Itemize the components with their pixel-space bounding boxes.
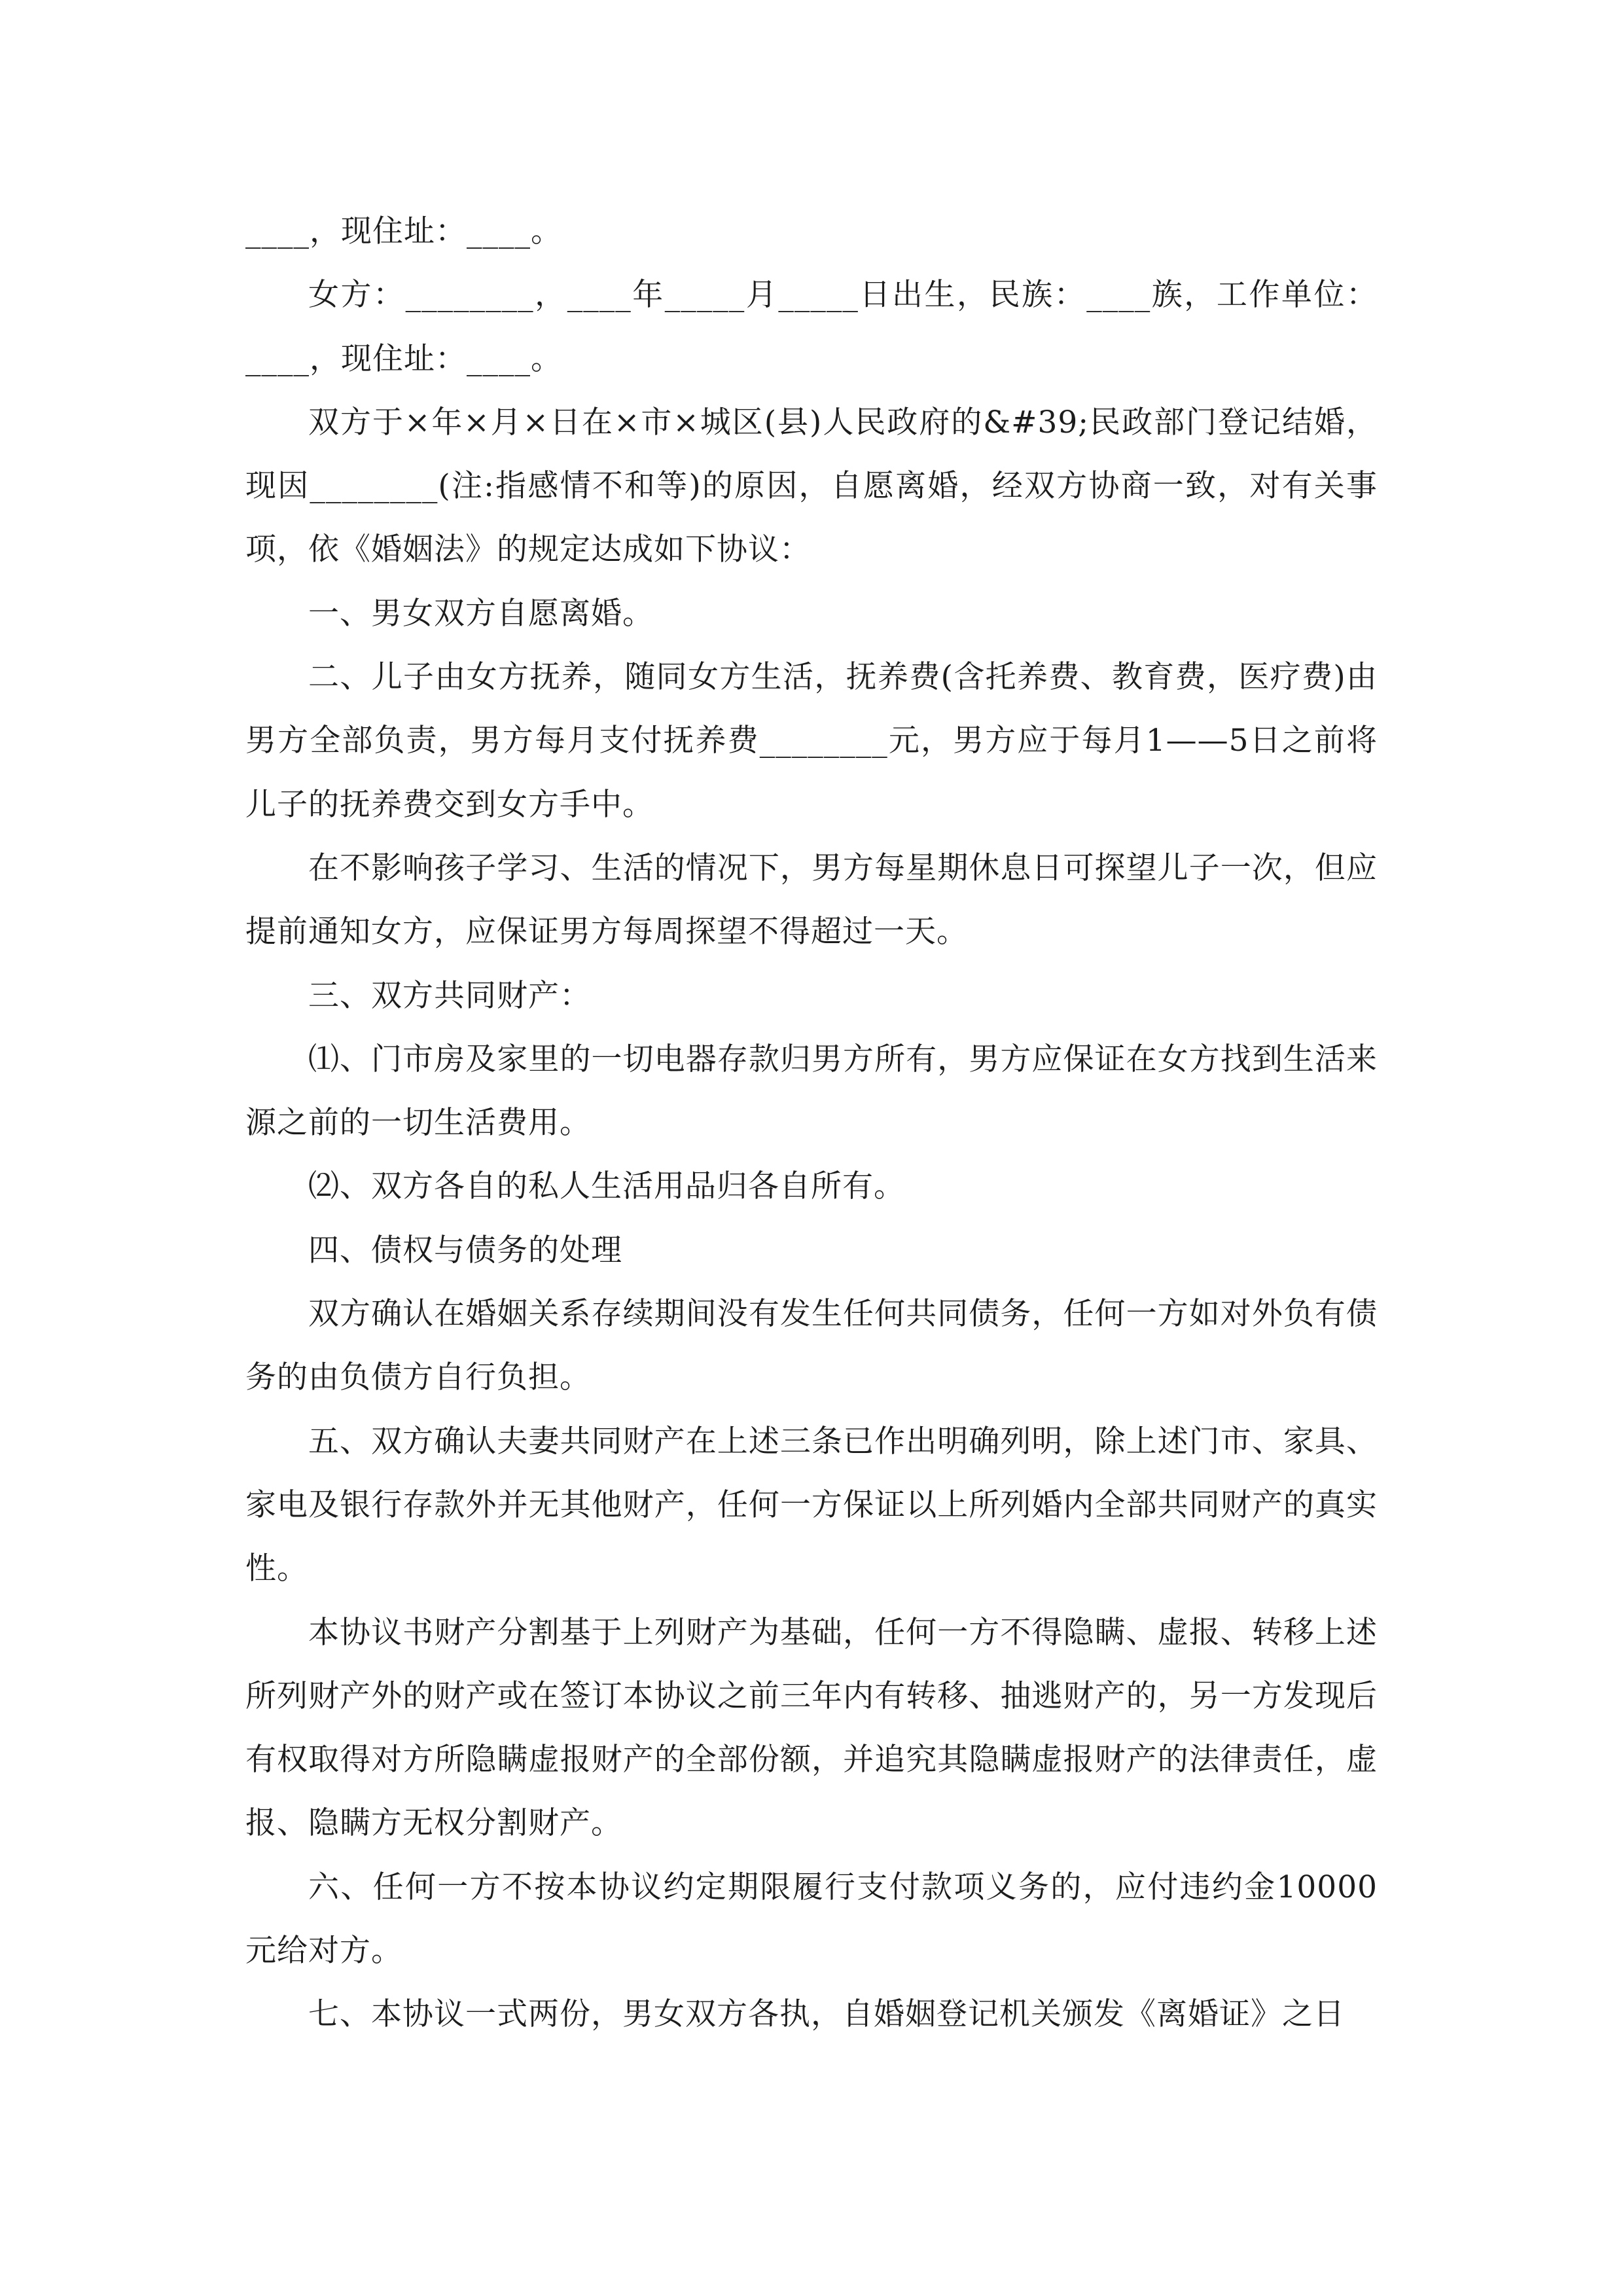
paragraph-marriage-background: 双方于×年×月×日在×市×城区(县)人民政府的&#39;民政部门登记结婚，现因________(注:指感情不和等)的原因，自愿离婚，经双方协商一致，对有关事项，依《婚姻法》的规定达成如下协议： xyxy=(245,404,1378,568)
paragraph-male-address-continuation: ____，现住址：____。 xyxy=(245,213,562,249)
clause-joint-property-heading: 三、双方共同财产： xyxy=(308,977,591,1014)
paragraph-female-party-info: 女方：________，____年_____月_____日出生，民族：____族，工作单位：____，现住址：____。 xyxy=(245,277,1378,377)
item-property-2: ⑵、双方各自的私人生活用品归各自所有。 xyxy=(308,1168,905,1205)
clause-voluntary-divorce: 一、男女双方自愿离婚。 xyxy=(308,595,654,632)
paragraph-concealment: 本协议书财产分割基于上列财产为基础，任何一方不得隐瞒、虚报、转移上述所列财产外的财产或在签订本协议之前三年内有转移、抽逃财产的，另一方发现后有权取得对方所隐瞒虚报财产的全部份额，并追究其隐瞒虚报财产的法律责任，虚报、隐瞒方无权分割财产。 xyxy=(245,1614,1378,1842)
clause-copies: 七、本协议一式两份，男女双方各执，自婚姻登记机关颁发《离婚证》之日 xyxy=(308,1996,1345,2033)
item-property-1: ⑴、门市房及家里的一切电器存款归男方所有，男方应保证在女方找到生活来源之前的一切生活费用。 xyxy=(245,1041,1378,1141)
clause-breach-penalty: 六、任何一方不按本协议约定期限履行支付款项义务的，应付违约金10000元给对方。 xyxy=(245,1869,1378,1969)
paragraph-debts: 双方确认在婚姻关系存续期间没有发生任何共同债务，任何一方如对外负有债务的由负债方自行负担。 xyxy=(245,1296,1378,1396)
clause-child-custody: 二、儿子由女方抚养，随同女方生活，抚养费(含托养费、教育费，医疗费)由男方全部负责，男方每月支付抚养费________元，男方应于每月1——5日之前将儿子的抚养费交到女方手中。 xyxy=(245,659,1378,823)
agreement-body xyxy=(245,200,1378,2047)
clause-debts-heading: 四、债权与债务的处理 xyxy=(308,1232,622,1268)
paragraph-visitation: 在不影响孩子学习、生活的情况下，男方每星期休息日可探望儿子一次，但应提前通知女方，应保证男方每周探望不得超过一天。 xyxy=(245,850,1378,950)
clause-property-confirmation: 五、双方确认夫妻共同财产在上述三条已作出明确列明，除上述门市、家具、家电及银行存款外并无其他财产，任何一方保证以上所列婚内全部共同财产的真实性。 xyxy=(245,1423,1378,1587)
